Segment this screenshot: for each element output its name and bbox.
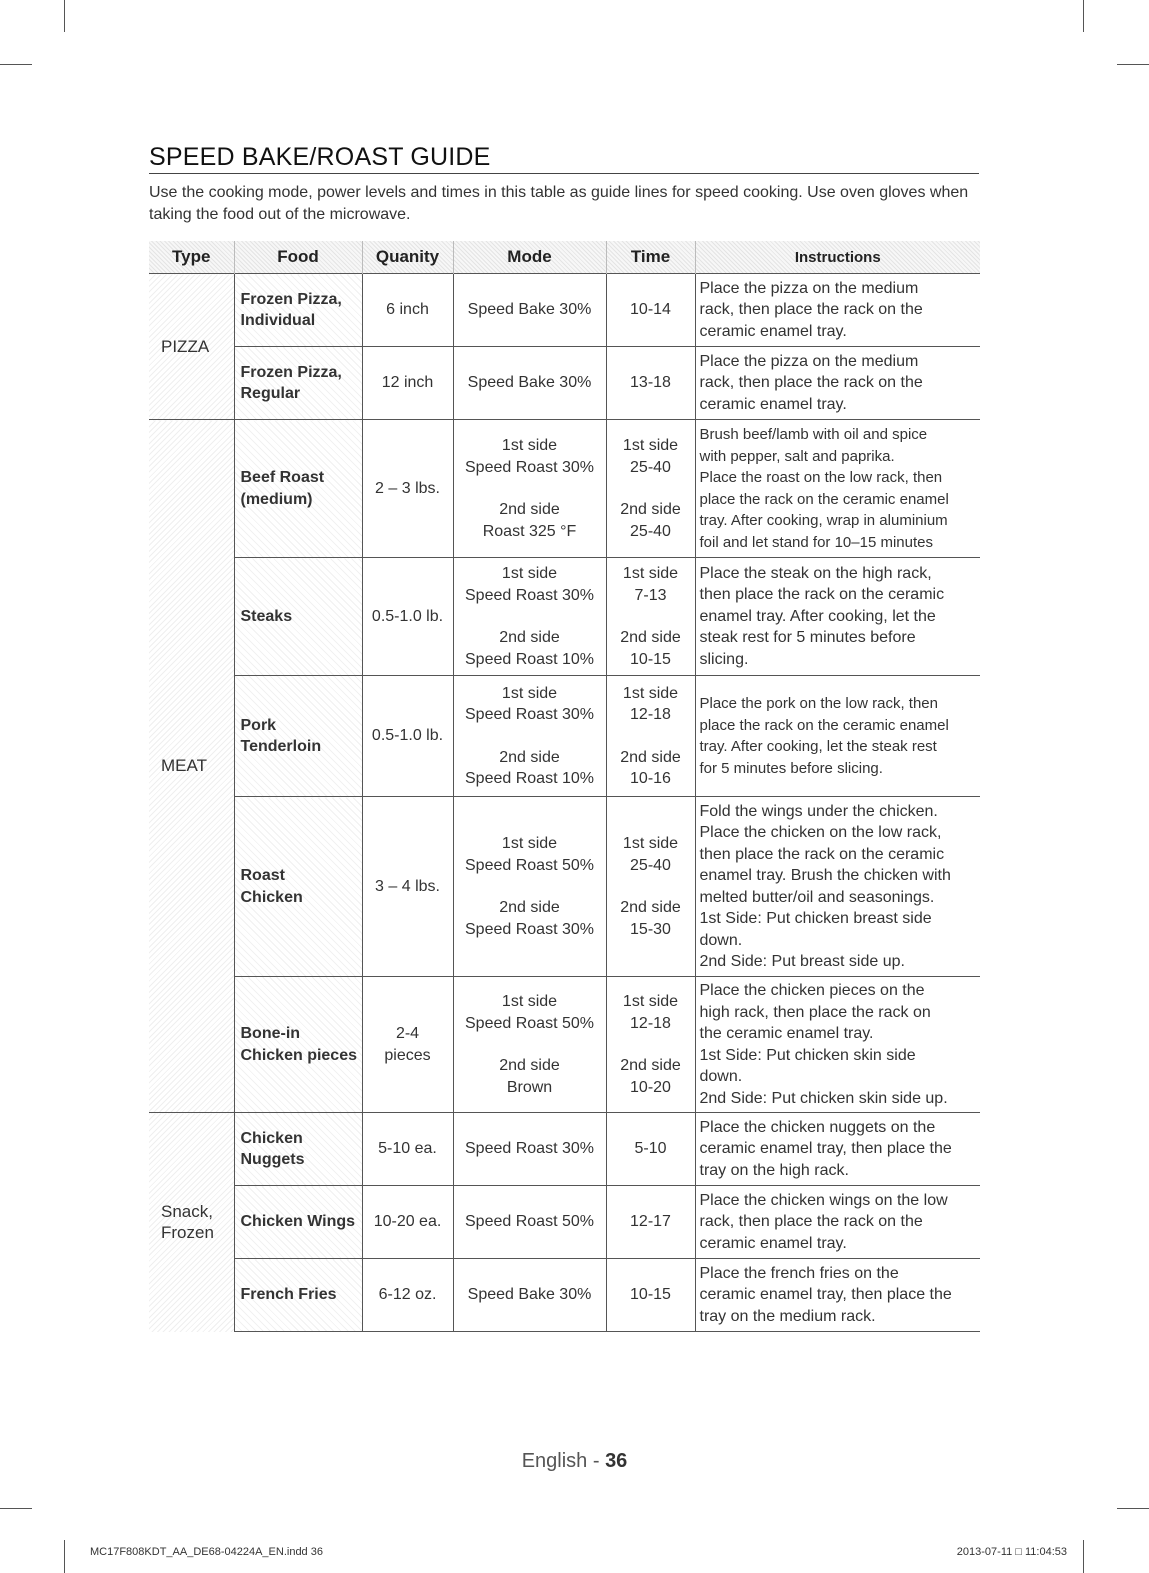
instructions-line: tray. After cooking, let the steak rest [699,738,937,755]
instructions-cell [695,1259,980,1332]
header-time: Time [606,241,695,274]
mode-cell [453,676,606,797]
mode-line [458,876,602,897]
instructions-line: Place the chicken on the low rack, [699,824,942,841]
instructions-line: 1st Side: Put chicken breast side [699,910,932,927]
instructions-cell [695,1113,980,1186]
instructions-line: place the rack on the ceramic enamel [699,490,949,508]
instructions-line: Fold the wings under the chicken. [699,802,938,820]
time-cell [606,1186,695,1259]
food-cell [234,420,362,558]
table-row [149,1259,980,1332]
instructions-line: tray on the high rack. [699,1161,849,1179]
instructions-line: ceramic enamel tray. [699,395,847,413]
instructions-line: Place the pork on the low rack, then [699,695,938,712]
instructions-line: for 5 minutes before slicing. [699,759,883,777]
food-cell [234,797,362,977]
time-line: 5-10 [634,1140,667,1158]
instructions-line: enamel tray. After cooking, let the [699,607,936,625]
table-row [149,558,980,676]
mode-cell [453,1259,606,1332]
mode-cell [453,420,606,558]
food-line: Individual [240,312,316,329]
time-cell [606,1113,695,1186]
time-line: 25-40 [630,458,671,476]
mode-cell [453,274,606,347]
instructions-line: ceramic enamel tray, then place the [699,1140,952,1158]
food-line: Tenderloin [240,738,322,755]
footer-language: English - [521,1450,606,1472]
food-line: French Fries [240,1286,337,1304]
instructions-line: Place the pizza on the medium [699,279,919,297]
page-number: 36 [605,1450,628,1472]
time-line: 25-40 [630,522,671,540]
time-line: 7-13 [634,586,667,604]
mode-cell [453,347,606,420]
instructions-line: rack, then place the rack on the [699,1213,923,1231]
table-row [149,274,980,347]
mode-line: Speed Roast 50% [465,1213,594,1231]
time-line: 1st side [622,565,679,582]
time-line: 25-40 [630,856,671,874]
time-cell [606,420,695,558]
mode-line: Speed Roast 50% [465,1014,594,1032]
instructions-cell [695,1186,980,1259]
instructions-line: Place the chicken pieces on the [699,982,925,999]
time-line: 1st side [622,993,679,1010]
page-footer [0,1450,1149,1473]
mode-line: Speed Roast 30% [465,1140,594,1158]
instructions-line: then place the rack on the ceramic [699,586,945,604]
time-line: 10-20 [630,1078,671,1096]
time-line [611,726,691,747]
type-frozen-line: Frozen [161,1223,214,1243]
instructions-cell [695,420,980,558]
time-cell [606,977,695,1113]
quantity-cell [362,1186,453,1259]
instructions-line: then place the rack on the ceramic [699,845,945,863]
mode-cell [453,977,606,1113]
mode-line: 1st side [501,835,558,852]
mode-line: 2nd side [499,1057,560,1074]
food-cell [234,347,362,420]
quantity-line: 2-4 [395,1025,420,1042]
mode-line: Speed Bake 30% [467,374,592,392]
instructions-line: rack, then place the rack on the [699,301,923,319]
quantity-cell [362,420,453,558]
quantity-line: pieces [384,1046,431,1064]
instructions-line: the ceramic enamel tray. [699,1025,874,1042]
quantity-line: 6-12 oz. [378,1286,437,1304]
quantity-line: 6 inch [386,301,429,319]
time-cell [606,274,695,347]
time-line: 2nd side [620,899,681,916]
food-line: Chicken Wings [240,1213,356,1231]
mode-cell [453,797,606,977]
mode-line [458,726,602,747]
mode-line: Brown [506,1078,553,1096]
time-cell [606,558,695,676]
table-row [149,420,980,558]
speed-bake-roast-table [149,241,980,1332]
mode-line: Speed Roast 10% [465,770,594,787]
quantity-cell [362,274,453,347]
mode-line: Speed Bake 30% [467,301,592,319]
type-snack-line: Snack, [161,1201,213,1221]
mode-line: 2nd side [499,899,560,916]
quantity-cell [362,558,453,676]
food-line: Chicken [240,1129,303,1147]
instructions-line: down. [699,1068,743,1085]
time-line: 15-30 [630,920,671,938]
header-quantity: Quanity [362,241,453,274]
mode-cell [453,1113,606,1186]
quantity-cell [362,1259,453,1332]
mode-line: Speed Roast 30% [465,586,594,604]
mode-line: 1st side [501,565,558,582]
instructions-line: steak rest for 5 minutes before [699,629,916,647]
print-slug-file: MC17F808KDT_AA_DE68-04224A_EN.indd 36 [90,1546,323,1558]
time-line: 10-15 [630,650,671,668]
time-line [611,876,691,897]
food-line: Roast [240,867,285,884]
instructions-line: ceramic enamel tray. [699,1234,847,1252]
table-row [149,1113,980,1186]
food-line: Steaks [240,607,293,625]
instructions-line: ceramic enamel tray, then place the [699,1286,952,1304]
instructions-line: Place the steak on the high rack, [699,564,932,582]
food-cell [234,977,362,1113]
time-line: 10-14 [630,301,671,319]
mode-line [458,478,602,499]
quantity-cell [362,977,453,1113]
page-title: SPEED BAKE/ROAST GUIDE [149,143,979,174]
table-header-row [149,241,980,274]
instructions-cell [695,347,980,420]
time-line [611,1034,691,1055]
instructions-line: down. [699,931,743,949]
food-line: Pork [240,716,277,734]
instructions-line: foil and let stand for 10–15 minutes [699,533,933,551]
time-line: 10-16 [630,770,671,787]
mode-line [458,606,602,627]
time-line: 1st side [622,437,679,454]
header-food: Food [234,241,362,274]
time-cell [606,347,695,420]
time-cell [606,797,695,977]
mode-line: Speed Roast 30% [465,920,594,938]
table-row [149,977,980,1113]
type-pizza: PIZZA [149,274,234,420]
time-line: 2nd side [620,748,681,766]
instructions-line: Brush beef/lamb with oil and spice [699,426,928,443]
mode-line: Roast 325 °F [482,522,577,540]
time-line: 12-18 [630,706,671,723]
header-type: Type [149,241,234,274]
time-line: 10-15 [630,1286,671,1304]
time-line: 1st side [622,835,679,852]
instructions-line: Place the chicken nuggets on the [699,1118,936,1136]
time-line: 2nd side [620,629,681,646]
quantity-line: 0.5-1.0 lb. [371,727,444,745]
type-meat: MEAT [149,420,234,1113]
instructions-line: tray on the medium rack. [699,1307,876,1325]
instructions-line: slicing. [699,650,749,668]
instructions-line: 1st Side: Put chicken skin side [699,1046,916,1064]
food-line: (medium) [240,490,313,508]
mode-line: Speed Roast 30% [465,706,594,723]
quantity-line: 3 – 4 lbs. [375,877,440,895]
crop-mark [1117,1508,1149,1509]
instructions-line: tray. After cooking, wrap in aluminium [699,512,948,529]
mode-cell [453,558,606,676]
food-line: Frozen Pizza, [240,290,342,308]
quantity-cell [362,676,453,797]
instructions-cell [695,977,980,1113]
instructions-line: Place the roast on the low rack, then [699,469,943,486]
instructions-line: high rack, then place the rack on [699,1003,931,1021]
quantity-line: 12 inch [381,374,434,392]
mode-line: 1st side [501,993,558,1010]
quantity-line: 0.5-1.0 lb. [371,607,444,625]
mode-line: 1st side [501,437,558,454]
mode-line: 2nd side [499,748,560,766]
instructions-line: ceramic enamel tray. [699,322,847,340]
mode-cell [453,1186,606,1259]
mode-line: Speed Roast 10% [465,650,594,668]
food-cell [234,1259,362,1332]
time-line: 2nd side [620,1057,681,1074]
time-line: 12-18 [630,1014,671,1032]
instructions-cell [695,558,980,676]
time-line: 2nd side [620,501,681,518]
food-line: Bone-in [240,1025,301,1042]
food-line: Nuggets [240,1151,305,1168]
quantity-cell [362,797,453,977]
quantity-cell [362,1113,453,1186]
crop-mark [1117,64,1149,65]
crop-mark [64,0,65,32]
mode-line: Speed Roast 50% [465,856,594,874]
crop-mark [0,1508,32,1509]
table-row [149,797,980,977]
instructions-line: Place the chicken wings on the low [699,1191,948,1209]
instructions-line: melted butter/oil and seasonings. [699,888,935,906]
quantity-cell [362,347,453,420]
instructions-line: with pepper, salt and paprika. [699,447,895,465]
instructions-cell [695,676,980,797]
time-line [611,606,691,627]
food-cell [234,1113,362,1186]
mode-line [458,1034,602,1055]
instructions-line: 2nd Side: Put breast side up. [699,953,905,970]
time-line [611,478,691,499]
time-line: 13-18 [630,374,671,392]
quantity-line: 10-20 ea. [373,1213,442,1231]
time-cell [606,676,695,797]
food-cell [234,558,362,676]
intro-text: Use the cooking mode, power levels and times in this table as guide lines for speed cooking. Use oven gloves when taking the food out of the microwave. [149,184,969,223]
food-line: Chicken pieces [240,1046,357,1064]
crop-mark [0,64,32,65]
table-row [149,676,980,797]
food-line: Regular [240,385,301,402]
mode-line: 2nd side [499,629,560,646]
mode-line: 2nd side [499,501,560,518]
table-row [149,1186,980,1259]
mode-line: Speed Bake 30% [467,1286,592,1304]
instructions-cell [695,797,980,977]
crop-mark [1083,0,1084,32]
type-snack-frozen [149,1113,234,1332]
food-line: Frozen Pizza, [240,363,342,381]
instructions-line: rack, then place the rack on the [699,374,923,392]
print-slug-timestamp: 2013-07-11 □ 11:04:53 [956,1546,1067,1558]
instructions-cell [695,274,980,347]
food-cell [234,676,362,797]
time-cell [606,1259,695,1332]
mode-line: 1st side [501,684,558,702]
food-cell [234,1186,362,1259]
food-cell [234,274,362,347]
crop-mark [1083,1540,1084,1573]
instructions-line: place the rack on the ceramic enamel [699,716,949,734]
quantity-line: 2 – 3 lbs. [375,479,440,497]
header-mode: Mode [453,241,606,274]
food-line: Chicken [240,888,303,906]
table-row [149,347,980,420]
time-line: 1st side [622,684,679,702]
instructions-line: enamel tray. Brush the chicken with [699,867,951,884]
crop-mark [64,1540,65,1573]
food-line: Beef Roast [240,469,325,486]
instructions-line: 2nd Side: Put chicken skin side up. [699,1089,948,1107]
header-instructions: Instructions [695,241,980,274]
mode-line: Speed Roast 30% [465,458,594,476]
time-line: 12-17 [630,1213,671,1231]
quantity-line: 5-10 ea. [378,1140,437,1158]
instructions-line: Place the french fries on the [699,1264,899,1282]
instructions-line: Place the pizza on the medium [699,352,919,370]
